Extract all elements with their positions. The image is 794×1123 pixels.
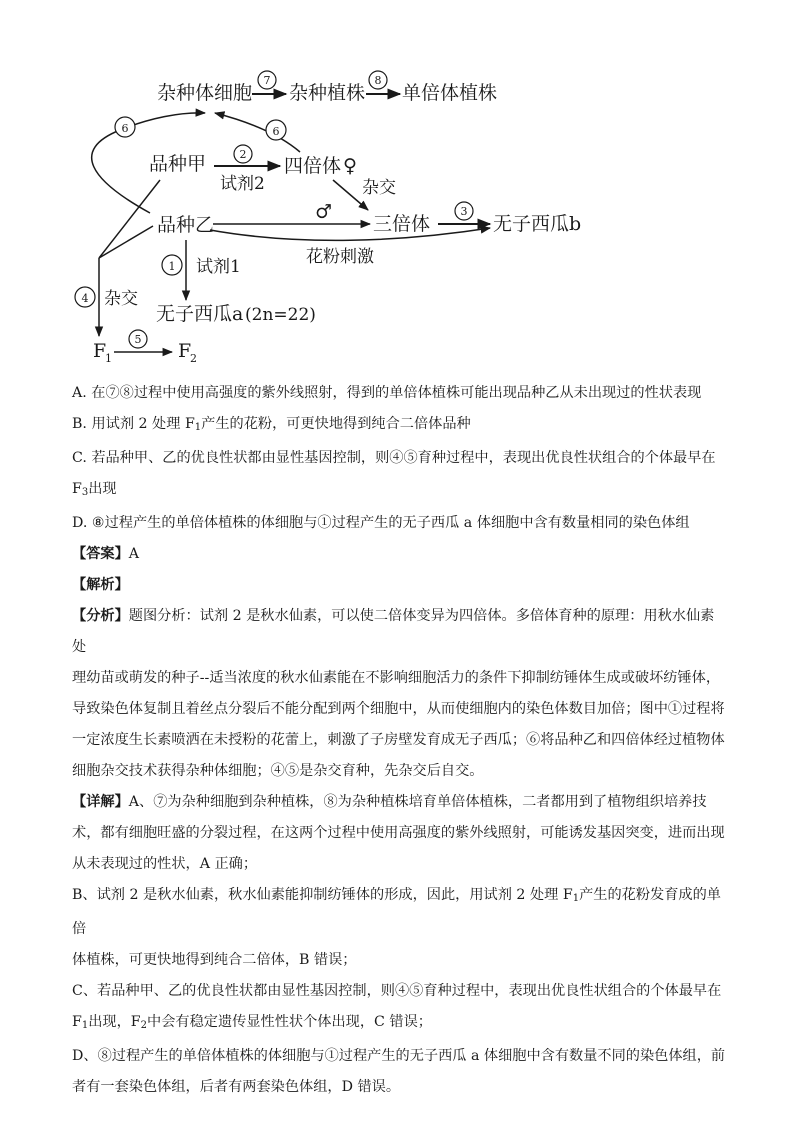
detail-c2-post: 中会有稳定遗传显性性状个体出现，C 错误； [147,1014,432,1030]
node-f2-sub: 2 [190,352,197,365]
step-8-label: 8 [374,74,382,87]
analysis-label: 【分析】 [72,608,129,624]
analysis-l3: 导致染色体复制且着丝点分裂后不能分配到两个细胞中，从而使细胞内的染色体数目加倍；图中①过程将 [72,701,725,717]
detail-a1-text: A、⑦为杂种细胞到杂种植株，⑧为杂种植株培育单倍体植株，二者都用到了植物组织培养技 [128,794,707,810]
option-b-sub: 1 [194,422,202,433]
detail-c2-f1: F [72,1014,82,1030]
analysis-l5: 细胞杂交技术获得杂种体细胞；④⑤是杂交育种，先杂交后自交。 [72,763,484,779]
label-cross: 杂交 [362,178,396,198]
option-c-f: F [72,481,82,497]
step-1-label: 1 [168,260,176,273]
node-hybrid-plant: 杂种植株 [289,82,366,104]
node-hybrid-cell: 杂种体细胞 [157,82,253,104]
male-symbol: ♂ [315,201,333,223]
label-reagent-2: 试剂2 [220,174,265,194]
option-b-post: 产生的花粉，可更快地得到纯合二倍体品种 [201,416,471,432]
seedless-a-note: (2n=22) [245,305,316,325]
node-variety-b: 品种乙 [157,214,215,236]
step-3-label: 3 [460,205,468,218]
detail-a1 [72,787,728,818]
detail-b1-sub: 1 [572,893,580,904]
answer-line [72,539,728,570]
analysis-l2: 理幼苗或萌发的种子--适当浓度的秋水仙素能在不影响细胞活力的条件下抑制纺锤体生成或破坏纺锤体， [72,670,721,686]
node-haploid-plant: 单倍体植株 [402,82,498,104]
option-a: A. 在⑦⑧过程中使用高强度的紫外线照射，得到的单倍体植株可能出现品种乙从未出现过的性状表现 [72,385,702,401]
option-c-line1: C. 若品种甲、乙的优良性状都由显性基因控制，则④⑤育种过程中，表现出优良性状组合的个体最早在 [72,450,716,466]
detail-c1: C、若品种甲、乙的优良性状都由显性基因控制，则④⑤育种过程中，表现出优良性状组合的个体最早在 [72,983,722,999]
detail-label: 【详解】 [72,794,129,810]
label-reagent-1: 试剂1 [196,257,241,277]
step-5-label: 5 [134,333,142,346]
detail-c2 [72,1007,728,1041]
detail-a2: 术，都有细胞旺盛的分裂过程，在这两个过程中使用高强度的紫外线照射，可能诱发基因突变，进而出现 [72,825,725,841]
option-b-pre: B. 用试剂 2 处理 F [72,416,195,432]
step-6-left-label: 6 [121,122,129,135]
detail-c2-f2-sub: 2 [140,1020,148,1031]
line-variety-a-to-cross [99,180,160,258]
option-d: D. ⑧过程产生的单倍体植株的体细胞与①过程产生的无子西瓜 a 体细胞中含有数量相同的染色体组 [72,515,690,531]
node-f1: F [93,340,107,362]
answer-value: A [128,546,140,562]
node-seedless-a: 无子西瓜a [156,303,244,325]
option-b [72,409,728,443]
detail-d1: D、⑧过程产生的单倍体植株的体细胞与①过程产生的无子西瓜 a 体细胞中含有数量不同的染色体组，前 [72,1048,726,1064]
node-tetraploid: 四倍体 [284,155,342,177]
arrow-step-6-right [215,113,300,152]
analysis-title-text: 【解析】 [72,577,129,593]
detail-b1-post: 产生的花粉发育成的单倍 [72,887,721,937]
node-variety-a: 品种甲 [149,153,207,175]
female-symbol: ♀ [343,155,357,177]
detail-c2-mid: 出现，F [88,1014,141,1030]
breeding-pathway-diagram [0,0,794,375]
option-c-post: 出现 [88,481,117,497]
label-cross-4: 杂交 [104,289,138,309]
step-4-label: 4 [81,292,89,305]
node-f1-sub: 1 [105,352,112,365]
analysis-l1 [72,601,728,663]
option-c-line2 [72,474,728,508]
detail-a3: 从未表现过的性状，A 正确； [72,856,258,872]
label-pollen-stimulation: 花粉刺激 [306,247,374,267]
analysis-title [72,570,728,601]
line-variety-b-to-cross [99,226,153,258]
step-7-label: 7 [263,74,271,87]
node-triploid: 三倍体 [373,213,431,235]
arrow-pollen-stimulation [210,228,490,240]
option-c-sub: 3 [81,487,89,498]
detail-c2-f1-sub: 1 [81,1020,89,1031]
node-f2: F [178,340,192,362]
detail-b2: 体植株，可更快地得到纯合二倍体，B 错误； [72,952,357,968]
step-2-label: 2 [239,148,247,161]
answer-label: 【答案】 [72,546,129,562]
step-6-right-label: 6 [272,125,280,138]
detail-b1 [72,880,728,945]
analysis-l1-text: 题图分析：试剂 2 是秋水仙素，可以使二倍体变异为四倍体。多倍体育种的原理：用秋水仙素处 [72,608,715,655]
node-seedless-b: 无子西瓜b [493,213,582,235]
question-text [72,378,728,1103]
analysis-l4: 一定浓度生长素喷洒在未授粉的花蕾上，刺激了子房壁发育成无子西瓜；⑥将品种乙和四倍体经过植物体 [72,732,725,748]
detail-d2: 者有一套染色体组，后者有两套染色体组，D 错误。 [72,1079,401,1095]
detail-b1-pre: B、试剂 2 是秋水仙素，秋水仙素能抑制纺锤体的形成，因此，用试剂 2 处理 F [72,887,573,903]
